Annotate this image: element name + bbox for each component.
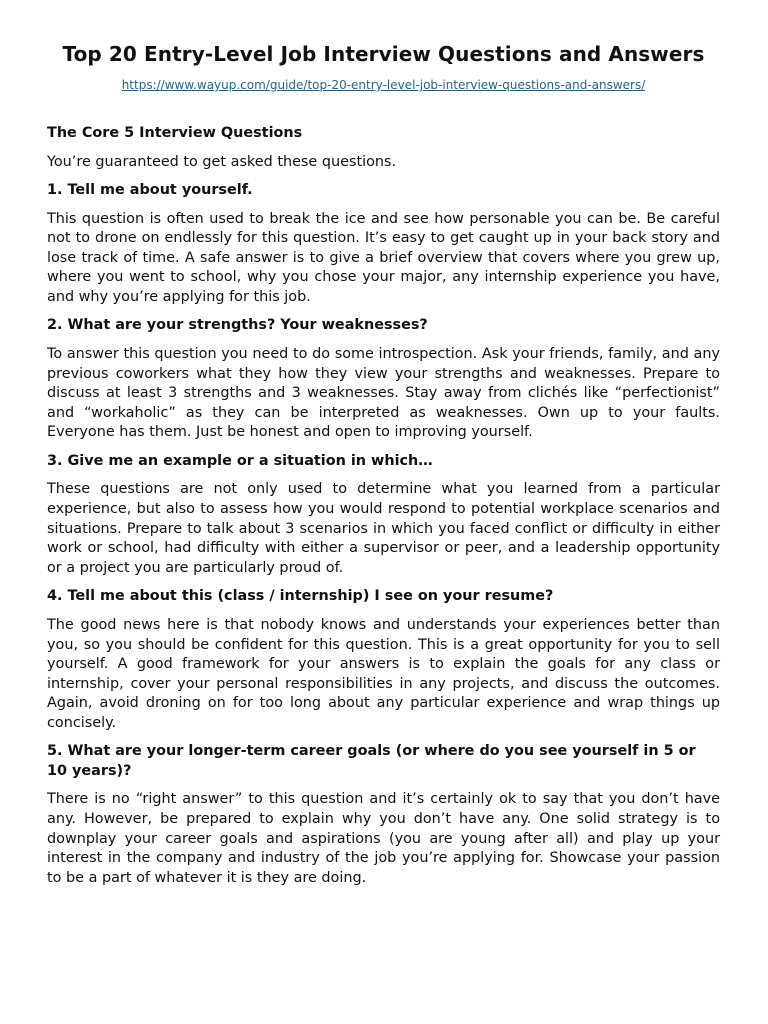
answer-paragraph: The good news here is that nobody knows and understands your experiences better than you, so you should be confident for this question. This is a great opportunity for you to sell yourself. A good framework for your answers is to explain the goals for any class or internship, cover your personal responsibilities in any projects, and discuss the outcomes. Again, avoid droning on for too long about any particular experience and wrap things up concisely. [47, 616, 720, 731]
answer-paragraph: These questions are not only used to determine what you learned from a particular experience, but also to assess how you would respond to potential workplace scenarios and situations. Prepare to talk about 3 scenarios in which you faced conflict or difficulty in either work or school, had difficulty with either a supervisor or peer, and a leadership opportunity or a project you are particularly proud of. [47, 481, 720, 576]
question-heading: 4. Tell me about this (class / internship) I see on your resume? [47, 588, 554, 605]
section-intro: You’re guaranteed to get asked these questions. [47, 154, 397, 170]
answer-paragraph: To answer this question you need to do some introspection. Ask your friends, family, and any previous coworkers what they how they view your strengths and weaknesses. Prepare to discuss at least 3 strengths and 3 weaknesses. Stay away from clichés like “perfectionist” and “workaholic” as they can be interpreted as weaknesses. Own up to your faults. Everyone has them. Just be honest and open to improving yourself. [47, 345, 720, 441]
question-item-1 [47, 181, 720, 307]
document-title: Top 20 Entry-Level Job Interview Questions and Answers [62, 42, 705, 66]
question-heading: 2. What are your strengths? Your weaknesses? [47, 317, 428, 334]
document-content [47, 123, 720, 888]
question-item-3 [47, 452, 720, 578]
question-item-2 [47, 316, 720, 442]
question-heading: 3. Give me an example or a situation in which… [47, 452, 433, 469]
source-link[interactable]: https://www.wayup.com/guide/top-20-entry-level-job-interview-questions-and-answers/ [121, 78, 646, 92]
question-item-5 [47, 742, 720, 888]
question-heading: 5. What are your longer-term career goals (or where do you see yourself in 5 or 10 years)? [47, 743, 696, 779]
answer-paragraph: There is no “right answer” to this question and it’s certainly ok to say that you don’t have any. However, be prepared to explain why you don’t have any. One solid strategy is to downplay your career goals and aspirations (you are young after all) and play up your interest in the company and industry of the job you’re applying for. Showcase your passion to be a part of whatever it is they are doing. [47, 791, 720, 886]
question-heading: 1. Tell me about yourself. [47, 182, 253, 198]
section-heading: The Core 5 Interview Questions [47, 125, 303, 141]
answer-paragraph: This question is often used to break the ice and see how personable you can be. Be careful not to drone on endlessly for this question. It’s easy to get caught up in your back story and lose track of time. A safe answer is to give a brief overview that covers where you grew up, where you went to school, why you chose your major, any internship experience you have, and why you’re applying for this job. [47, 210, 720, 305]
question-item-4 [47, 587, 720, 733]
